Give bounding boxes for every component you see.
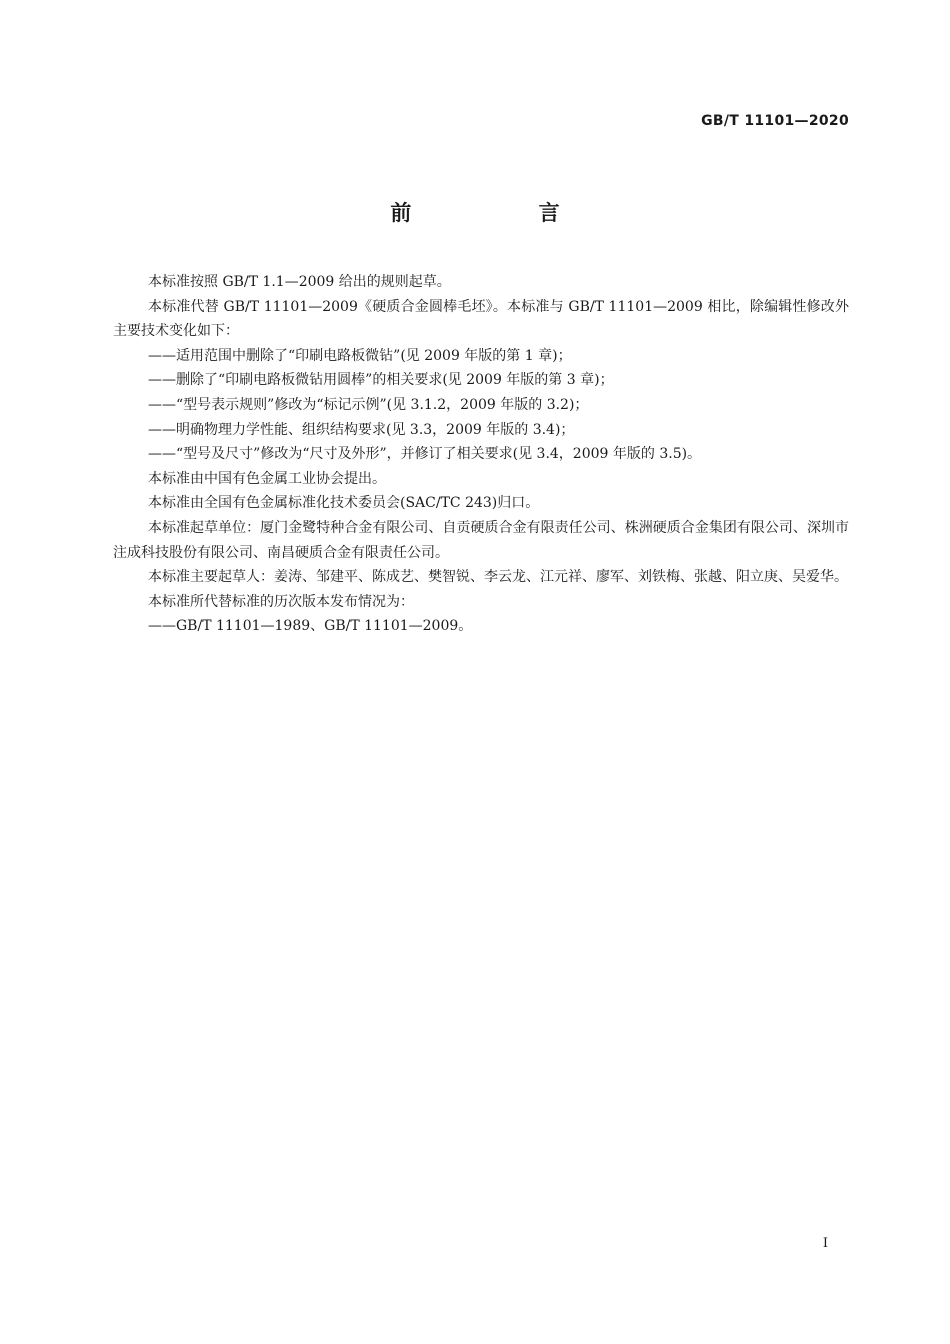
paragraph-replacement: 本标准代替 GB/T 11101—2009《硬质合金圆棒毛坯》。本标准与 GB/T 11101—2009 相比，除编辑性修改外主要技术变化如下： bbox=[113, 298, 849, 340]
paragraph-history: 本标准所代替标准的历次版本发布情况为： bbox=[148, 593, 414, 610]
paragraph-proposer: 本标准由中国有色金属工业协会提出。 bbox=[148, 470, 386, 487]
paragraph-drafting-rule: 本标准按照 GB/T 1.1—2009 给出的规则起草。 bbox=[148, 274, 451, 290]
change-item: ——明确物理力学性能、组织结构要求(见 3.3，2009 年版的 3.4)； bbox=[148, 421, 575, 438]
document-body bbox=[113, 270, 849, 639]
page-title: 前 言 bbox=[390, 201, 620, 225]
change-item: ——删除了“印刷电路板微钻用圆棒”的相关要求(见 2009 年版的第 3 章)； bbox=[148, 372, 614, 389]
change-item: ——“型号及尺寸”修改为“尺寸及外形”，并修订了相关要求(见 3.4，2009 年版的 3.5)。 bbox=[148, 446, 702, 463]
history-item: ——GB/T 11101—1989、GB/T 11101—2009。 bbox=[148, 618, 473, 635]
change-item: ——“型号表示规则”修改为“标记示例”(见 3.1.2，2009 年版的 3.2)； bbox=[148, 396, 589, 413]
paragraph-drafters: 本标准主要起草人：姜涛、邹建平、陈成艺、樊智锐、李云龙、江元祥、廖军、刘铁梅、张越、阳立庚、吴爱华。 bbox=[148, 569, 848, 586]
standard-code: GB/T 11101—2020 bbox=[701, 113, 849, 129]
paragraph-drafting-units: 本标准起草单位：厦门金鹭特种合金有限公司、自贡硬质合金有限责任公司、株洲硬质合金集团有限公司、深圳市注成科技股份有限公司、南昌硬质合金有限责任公司。 bbox=[113, 519, 849, 561]
change-item: ——适用范围中删除了“印刷电路板微钻”(见 2009 年版的第 1 章)； bbox=[148, 347, 572, 364]
page-number: I bbox=[822, 1236, 828, 1251]
paragraph-committee: 本标准由全国有色金属标准化技术委员会(SAC/TC 243)归口。 bbox=[148, 495, 540, 512]
